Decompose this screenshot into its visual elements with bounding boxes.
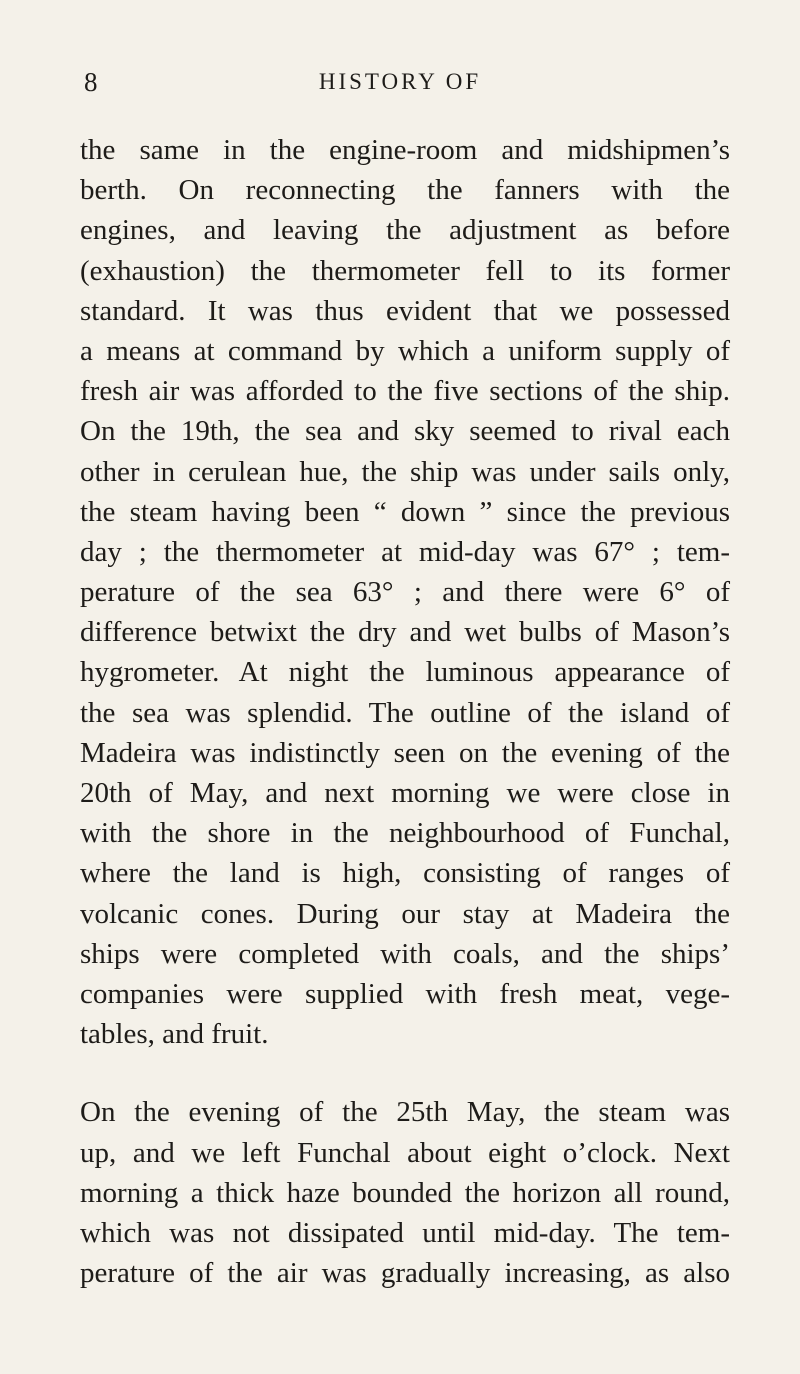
- text-line: engines, and leaving the adjustment as before: [80, 214, 730, 247]
- text-line: which was not dissipated until mid-day. The tem-: [80, 1216, 730, 1249]
- text-line: berth. On reconnecting the fanners with the: [80, 174, 730, 207]
- text-line: 20th of May, and next morning we were close in: [80, 777, 730, 809]
- text-line: Madeira was indistinctly seen on the evening of the: [80, 736, 730, 769]
- running-head-title: HISTORY OF: [318, 69, 482, 94]
- text-line: tables, and fruit.: [80, 1018, 269, 1051]
- paragraph-1: [80, 130, 730, 1054]
- paragraph-2: [80, 1092, 730, 1293]
- text-line: up, and we left Funchal about eight o’clock. Next: [80, 1136, 730, 1169]
- text-line: volcanic cones. During our stay at Madeira the: [80, 897, 730, 930]
- text-line: with the shore in the neighbourhood of Funchal,: [80, 817, 730, 850]
- text-line: a means at command by which a uniform supply of: [80, 334, 730, 367]
- text-line: On the 19th, the sea and sky seemed to rival each: [80, 415, 730, 448]
- text-line: the sea was splendid. The outline of the island of: [80, 696, 730, 729]
- text-line: where the land is high, consisting of ranges of: [80, 857, 730, 890]
- text-line: (exhaustion) the thermometer fell to its former: [80, 254, 730, 287]
- text-line: fresh air was afforded to the five sections of the ship.: [80, 375, 730, 408]
- page-number: 8: [84, 67, 98, 97]
- text-line: morning a thick haze bounded the horizon all round,: [80, 1176, 730, 1209]
- text-line: On the evening of the 25th May, the steam was: [80, 1096, 730, 1129]
- text-line: perature of the sea 63° ; and there were 6° of: [80, 576, 730, 609]
- text-line: day ; the thermometer at mid-day was 67° ; tem-: [80, 535, 730, 568]
- text-line: ships were completed with coals, and the ships’: [80, 937, 730, 970]
- body-text: [80, 130, 730, 1293]
- text-line: companies were supplied with fresh meat, vege-: [80, 977, 730, 1010]
- running-head: [0, 62, 800, 102]
- text-line: the same in the engine-room and midshipmen’s: [80, 134, 730, 166]
- text-line: hygrometer. At night the luminous appearance of: [80, 656, 730, 689]
- text-line: the steam having been “ down ” since the previous: [80, 495, 730, 528]
- text-line: perature of the air was gradually increasing, as also: [80, 1257, 730, 1290]
- text-line: standard. It was thus evident that we possessed: [80, 294, 730, 327]
- text-line: difference betwixt the dry and wet bulbs of Mason’s: [80, 616, 730, 649]
- text-line: other in cerulean hue, the ship was under sails only,: [80, 455, 730, 488]
